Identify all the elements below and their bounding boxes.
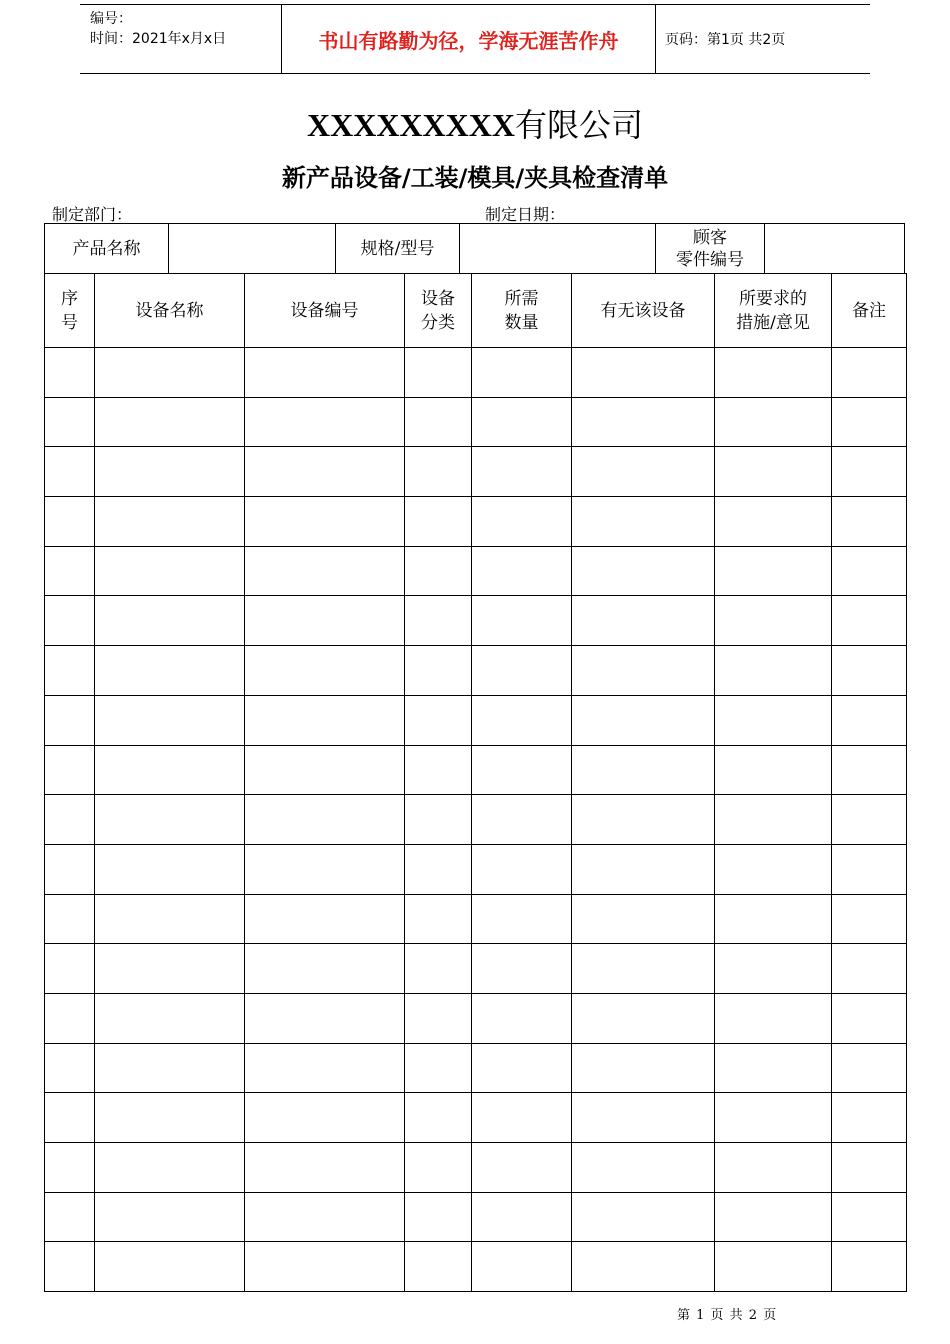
customer-part-label-line2: 零件编号 — [676, 250, 744, 270]
table-cell[interactable] — [245, 1093, 405, 1143]
table-cell[interactable] — [832, 993, 907, 1043]
table-cell[interactable] — [245, 646, 405, 696]
table-cell[interactable] — [832, 944, 907, 994]
table-cell[interactable] — [405, 447, 472, 497]
table-cell[interactable] — [405, 944, 472, 994]
table-cell[interactable] — [405, 1043, 472, 1093]
table-cell[interactable] — [715, 944, 832, 994]
table-cell[interactable] — [832, 844, 907, 894]
table-cell[interactable] — [832, 1143, 907, 1193]
column-header: 所要求的 措施/意见 — [715, 274, 832, 348]
table-cell[interactable] — [45, 795, 95, 845]
table-row — [45, 1143, 907, 1193]
table-cell[interactable] — [715, 1242, 832, 1292]
table-cell[interactable] — [245, 844, 405, 894]
table-cell[interactable] — [572, 348, 715, 398]
table-row — [45, 348, 907, 398]
table-cell[interactable] — [572, 1143, 715, 1193]
table-cell[interactable] — [472, 1192, 572, 1242]
table-cell[interactable] — [572, 1043, 715, 1093]
table-cell[interactable] — [405, 646, 472, 696]
table-cell[interactable] — [472, 944, 572, 994]
table-cell[interactable] — [245, 695, 405, 745]
customer-part-label — [656, 224, 765, 274]
table-cell[interactable] — [95, 497, 245, 547]
time-label: 时间：2021年x月x日 — [90, 31, 227, 47]
column-header: 设备编号 — [245, 274, 405, 348]
table-cell[interactable] — [245, 1043, 405, 1093]
table-row — [45, 745, 907, 795]
table-row — [45, 397, 907, 447]
table-cell[interactable] — [405, 397, 472, 447]
table-cell[interactable] — [45, 447, 95, 497]
table-cell[interactable] — [95, 447, 245, 497]
spec-value[interactable] — [460, 224, 656, 274]
table-cell[interactable] — [45, 397, 95, 447]
table-cell[interactable] — [472, 596, 572, 646]
column-header: 设备名称 — [95, 274, 245, 348]
table-cell[interactable] — [245, 894, 405, 944]
table-cell[interactable] — [572, 844, 715, 894]
table-cell[interactable] — [572, 546, 715, 596]
table-cell[interactable] — [832, 348, 907, 398]
table-cell[interactable] — [95, 596, 245, 646]
table-cell[interactable] — [245, 447, 405, 497]
table-cell[interactable] — [405, 894, 472, 944]
table-cell[interactable] — [832, 894, 907, 944]
table-cell[interactable] — [572, 993, 715, 1043]
table-cell[interactable] — [405, 844, 472, 894]
table-cell[interactable] — [572, 745, 715, 795]
table-cell[interactable] — [472, 1093, 572, 1143]
table-cell[interactable] — [405, 497, 472, 547]
product-info-row — [44, 223, 905, 274]
table-cell[interactable] — [832, 397, 907, 447]
table-cell[interactable] — [405, 1143, 472, 1193]
table-cell[interactable] — [472, 1043, 572, 1093]
table-cell[interactable] — [45, 1242, 95, 1292]
table-cell[interactable] — [95, 795, 245, 845]
date-label: 制定日期： — [485, 205, 566, 224]
table-cell[interactable] — [95, 1043, 245, 1093]
table-cell[interactable] — [715, 894, 832, 944]
table-cell[interactable] — [405, 795, 472, 845]
table-cell[interactable] — [572, 447, 715, 497]
table-cell[interactable] — [45, 546, 95, 596]
table-cell[interactable] — [245, 348, 405, 398]
table-row — [45, 844, 907, 894]
table-cell[interactable] — [472, 397, 572, 447]
table-cell[interactable] — [832, 1242, 907, 1292]
dept-label: 制定部门： — [52, 205, 133, 224]
table-header-row — [45, 274, 907, 348]
number-label: 编号： — [90, 11, 132, 27]
table-cell[interactable] — [405, 546, 472, 596]
table-cell[interactable] — [832, 447, 907, 497]
table-cell[interactable] — [472, 745, 572, 795]
table-row — [45, 695, 907, 745]
table-cell[interactable] — [572, 1242, 715, 1292]
table-cell[interactable] — [715, 447, 832, 497]
table-row — [45, 1093, 907, 1143]
table-cell[interactable] — [715, 1043, 832, 1093]
table-cell[interactable] — [45, 993, 95, 1043]
table-cell[interactable] — [472, 1242, 572, 1292]
table-cell[interactable] — [715, 596, 832, 646]
table-cell[interactable] — [45, 348, 95, 398]
table-cell[interactable] — [95, 1242, 245, 1292]
table-row — [45, 596, 907, 646]
motto: 书山有路勤为径，学海无涯苦作舟 — [318, 28, 619, 53]
customer-part-value[interactable] — [765, 224, 904, 274]
table-cell[interactable] — [45, 646, 95, 696]
table-cell[interactable] — [245, 596, 405, 646]
table-cell[interactable] — [405, 1192, 472, 1242]
table-cell[interactable] — [95, 944, 245, 994]
table-cell[interactable] — [45, 1192, 95, 1242]
table-cell[interactable] — [95, 546, 245, 596]
table-cell[interactable] — [45, 894, 95, 944]
table-cell[interactable] — [832, 596, 907, 646]
header-divider — [655, 5, 656, 73]
form-title: 新产品设备/工装/模具/夹具检查清单 — [281, 164, 669, 192]
table-row — [45, 1043, 907, 1093]
table-cell[interactable] — [405, 1093, 472, 1143]
table-cell[interactable] — [245, 944, 405, 994]
table-cell[interactable] — [572, 695, 715, 745]
table-cell[interactable] — [472, 993, 572, 1043]
table-cell[interactable] — [832, 1093, 907, 1143]
table-cell[interactable] — [472, 546, 572, 596]
table-cell[interactable] — [472, 646, 572, 696]
table-cell[interactable] — [245, 1143, 405, 1193]
table-cell[interactable] — [715, 348, 832, 398]
table-cell[interactable] — [245, 993, 405, 1043]
table-row — [45, 447, 907, 497]
table-cell[interactable] — [95, 695, 245, 745]
table-cell[interactable] — [95, 993, 245, 1043]
table-cell[interactable] — [715, 1093, 832, 1143]
table-cell[interactable] — [245, 795, 405, 845]
table-cell[interactable] — [45, 1043, 95, 1093]
company-name-suffix: 有限公司 — [514, 106, 643, 144]
product-name-label: 产品名称 — [45, 224, 169, 274]
table-cell[interactable] — [45, 1143, 95, 1193]
equipment-checklist-table — [44, 273, 907, 1292]
table-cell[interactable] — [95, 894, 245, 944]
document-header — [80, 4, 870, 74]
table-cell[interactable] — [45, 745, 95, 795]
table-cell[interactable] — [95, 348, 245, 398]
table-cell[interactable] — [832, 695, 907, 745]
table-cell[interactable] — [405, 993, 472, 1043]
customer-part-label-line1: 顾客 — [693, 228, 727, 248]
table-cell[interactable] — [715, 795, 832, 845]
table-row — [45, 1242, 907, 1292]
table-cell[interactable] — [715, 844, 832, 894]
table-cell[interactable] — [95, 1093, 245, 1143]
table-cell[interactable] — [715, 993, 832, 1043]
table-cell[interactable] — [572, 894, 715, 944]
table-cell[interactable] — [472, 497, 572, 547]
table-cell[interactable] — [832, 795, 907, 845]
table-row — [45, 546, 907, 596]
table-row — [45, 1192, 907, 1242]
table-cell[interactable] — [832, 646, 907, 696]
table-cell[interactable] — [405, 596, 472, 646]
table-cell[interactable] — [95, 646, 245, 696]
column-header: 备注 — [832, 274, 907, 348]
table-cell[interactable] — [405, 1242, 472, 1292]
table-cell[interactable] — [245, 1192, 405, 1242]
table-cell[interactable] — [472, 1143, 572, 1193]
product-name-value[interactable] — [169, 224, 336, 274]
table-cell[interactable] — [95, 1143, 245, 1193]
table-cell[interactable] — [572, 944, 715, 994]
table-cell[interactable] — [572, 795, 715, 845]
table-cell[interactable] — [95, 844, 245, 894]
column-header: 有无该设备 — [572, 274, 715, 348]
table-cell[interactable] — [715, 1143, 832, 1193]
table-cell[interactable] — [572, 397, 715, 447]
column-header: 设备 分类 — [405, 274, 472, 348]
table-row — [45, 944, 907, 994]
table-cell[interactable] — [405, 695, 472, 745]
table-cell[interactable] — [245, 497, 405, 547]
column-header: 所需 数量 — [472, 274, 572, 348]
table-cell[interactable] — [832, 745, 907, 795]
table-cell[interactable] — [572, 497, 715, 547]
table-cell[interactable] — [715, 546, 832, 596]
table-cell[interactable] — [572, 646, 715, 696]
table-cell[interactable] — [245, 745, 405, 795]
table-cell[interactable] — [472, 348, 572, 398]
table-body — [45, 348, 907, 1292]
table-cell[interactable] — [572, 596, 715, 646]
table-cell[interactable] — [45, 596, 95, 646]
table-cell[interactable] — [95, 397, 245, 447]
table-cell[interactable] — [245, 546, 405, 596]
table-cell[interactable] — [832, 497, 907, 547]
table-row — [45, 497, 907, 547]
table-cell[interactable] — [245, 397, 405, 447]
table-cell[interactable] — [715, 397, 832, 447]
table-cell[interactable] — [405, 745, 472, 795]
table-cell[interactable] — [405, 348, 472, 398]
table-cell[interactable] — [45, 497, 95, 547]
table-cell[interactable] — [95, 745, 245, 795]
table-cell[interactable] — [45, 844, 95, 894]
table-cell[interactable] — [45, 1093, 95, 1143]
page-footer: 第 1 页 共 2 页 — [677, 1308, 778, 1323]
company-name-latin: XXXXXXXXX — [307, 107, 515, 143]
table-cell[interactable] — [715, 745, 832, 795]
header-left — [90, 9, 226, 49]
table-cell[interactable] — [472, 695, 572, 745]
table-cell[interactable] — [572, 1192, 715, 1242]
table-cell[interactable] — [715, 497, 832, 547]
table-row — [45, 993, 907, 1043]
table-cell[interactable] — [245, 1242, 405, 1292]
table-cell[interactable] — [472, 894, 572, 944]
table-row — [45, 894, 907, 944]
table-cell[interactable] — [832, 546, 907, 596]
table-cell[interactable] — [715, 646, 832, 696]
spec-label: 规格/型号 — [336, 224, 460, 274]
page-info: 页码：第1页 共2页 — [665, 32, 786, 48]
table-cell[interactable] — [95, 1192, 245, 1242]
table-row — [45, 646, 907, 696]
table-cell[interactable] — [472, 844, 572, 894]
company-name — [0, 100, 950, 146]
column-header: 序 号 — [45, 274, 95, 348]
table-cell[interactable] — [715, 695, 832, 745]
table-row — [45, 795, 907, 845]
table-cell[interactable] — [832, 1043, 907, 1093]
table-cell[interactable] — [472, 447, 572, 497]
table-cell[interactable] — [572, 1093, 715, 1143]
table-cell[interactable] — [715, 1192, 832, 1242]
table-cell[interactable] — [45, 695, 95, 745]
table-cell[interactable] — [832, 1192, 907, 1242]
table-cell[interactable] — [45, 944, 95, 994]
table-cell[interactable] — [472, 795, 572, 845]
